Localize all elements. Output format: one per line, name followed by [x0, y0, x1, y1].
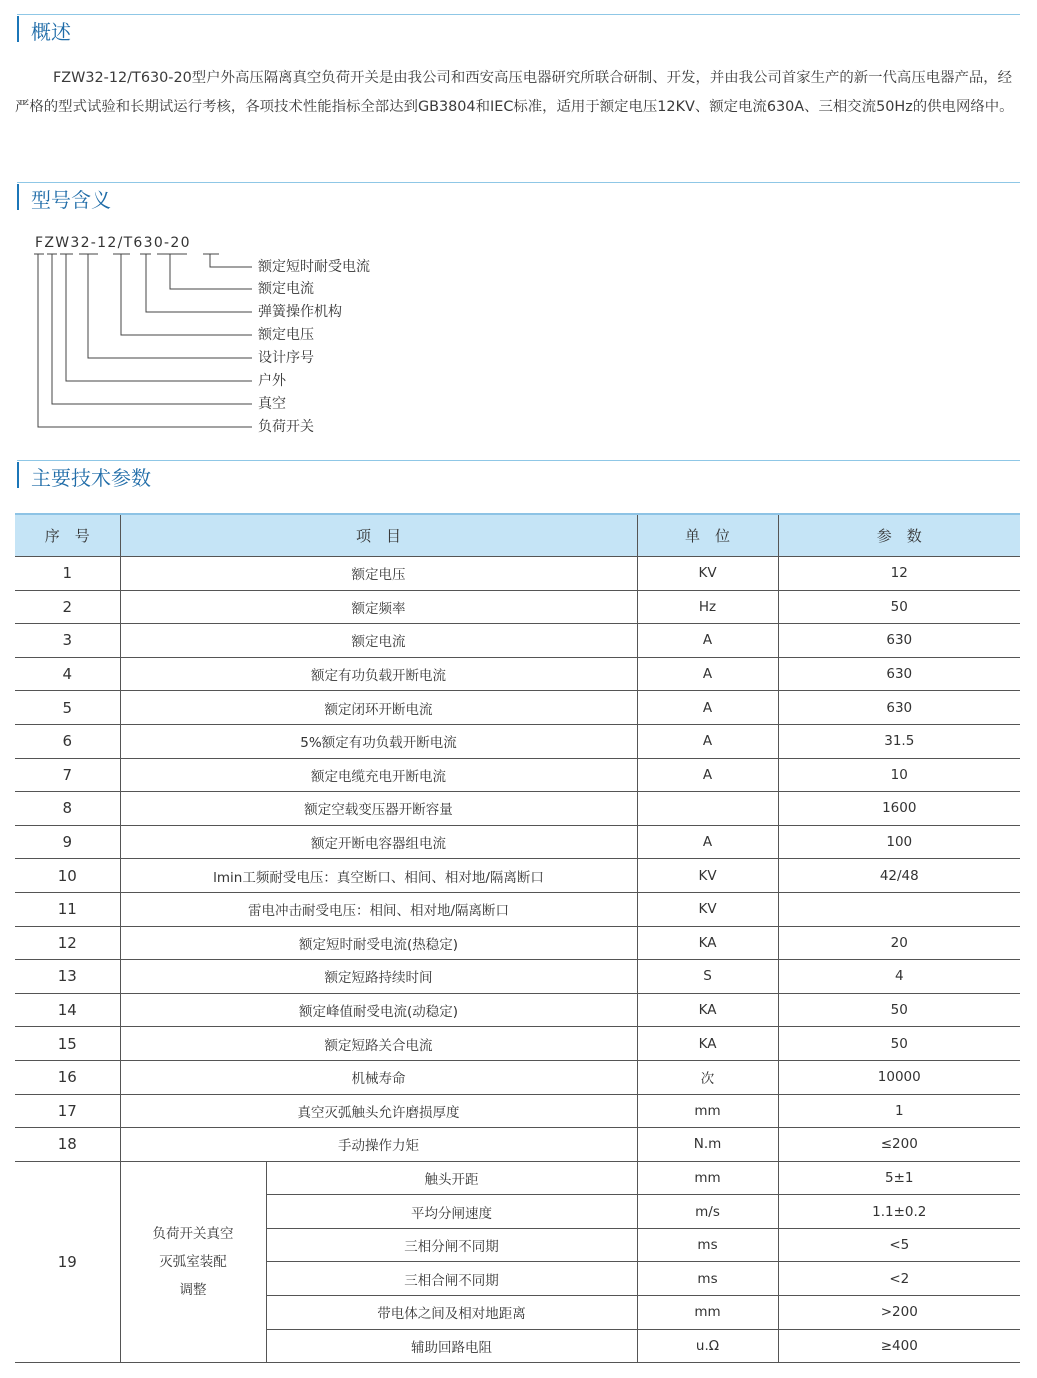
cell-value: 50 [778, 1027, 1020, 1061]
group-title-line: 灭弧室装配 [159, 1253, 227, 1270]
cell-item: 触头开距 [266, 1161, 637, 1195]
cell-item: 额定电压 [120, 557, 637, 591]
cell-item: 三相分闸不同期 [266, 1228, 637, 1262]
cell-item: lmin工频耐受电压：真空断口、相间、相对地/隔离断口 [120, 859, 637, 893]
cell-unit: KV [637, 557, 778, 591]
row-number: 14 [15, 993, 120, 1027]
table-row [15, 993, 1020, 1027]
table-row [15, 1128, 1020, 1162]
cell-item: 额定频率 [120, 590, 637, 624]
cell-value: 100 [778, 825, 1020, 859]
model-code: FZW32-12/T630-20 [35, 235, 191, 251]
leader-rated-voltage [121, 254, 252, 335]
model-label: 负荷开关 [258, 419, 314, 435]
cell-unit: KV [637, 892, 778, 926]
table-row [15, 859, 1020, 893]
cell-value: 1600 [778, 792, 1020, 826]
cell-value: 630 [778, 657, 1020, 691]
cell-value: ≥400 [778, 1329, 1020, 1363]
cell-item: 额定开断电容器组电流 [120, 825, 637, 859]
table-row [15, 892, 1020, 926]
cell-unit: u.Ω [637, 1329, 778, 1363]
row-number: 11 [15, 892, 120, 926]
table-row [15, 825, 1020, 859]
cell-unit: ms [637, 1228, 778, 1262]
group-title-line: 负荷开关真空 [152, 1225, 234, 1242]
table-row [15, 792, 1020, 826]
table-row [15, 557, 1020, 591]
row-number: 1 [15, 557, 120, 591]
cell-unit: KA [637, 926, 778, 960]
table-row [15, 724, 1020, 758]
cell-value: >200 [778, 1296, 1020, 1330]
section-params-header [17, 460, 1020, 490]
divider [17, 460, 1020, 461]
section-title: 概述 [31, 20, 71, 44]
model-label: 户外 [258, 373, 286, 389]
table-row [15, 1161, 1020, 1195]
table-row [15, 960, 1020, 994]
table-row [15, 1060, 1020, 1094]
cell-item: 三相合闸不同期 [266, 1262, 637, 1296]
leader-spring-mechanism [146, 254, 252, 312]
cell-unit: m/s [637, 1195, 778, 1229]
cell-item: 带电体之间及相对地距离 [266, 1296, 637, 1330]
cell-value: 4 [778, 960, 1020, 994]
section-title: 主要技术参数 [31, 466, 151, 490]
table-row [15, 1027, 1020, 1061]
header-item: 项 目 [120, 514, 637, 557]
row-number: 7 [15, 758, 120, 792]
cell-item: 5%额定有功负载开断电流 [120, 724, 637, 758]
cell-value: 12 [778, 557, 1020, 591]
table-row [15, 624, 1020, 658]
params-table [15, 513, 1020, 1363]
cell-unit: N.m [637, 1128, 778, 1162]
cell-value: 5±1 [778, 1161, 1020, 1195]
cell-item: 额定峰值耐受电流(动稳定) [120, 993, 637, 1027]
cell-unit: Hz [637, 590, 778, 624]
table-row [15, 926, 1020, 960]
cell-value: 50 [778, 590, 1020, 624]
cell-unit: mm [637, 1094, 778, 1128]
table-row [15, 691, 1020, 725]
row-number: 4 [15, 657, 120, 691]
row-number: 5 [15, 691, 120, 725]
row-number: 18 [15, 1128, 120, 1162]
cell-value: <5 [778, 1228, 1020, 1262]
cell-unit: A [637, 691, 778, 725]
cell-value: 20 [778, 926, 1020, 960]
cell-unit: A [637, 724, 778, 758]
cell-unit: KV [637, 859, 778, 893]
cell-unit: ms [637, 1262, 778, 1296]
cell-unit: mm [637, 1161, 778, 1195]
cell-value: 10000 [778, 1060, 1020, 1094]
cell-unit: A [637, 758, 778, 792]
leader-load-switch [38, 254, 252, 427]
cell-unit: mm [637, 1296, 778, 1330]
cell-value: 630 [778, 691, 1020, 725]
leader-rated-current [170, 254, 252, 289]
cell-unit: 次 [637, 1060, 778, 1094]
row-number: 13 [15, 960, 120, 994]
cell-item: 额定闭环开断电流 [120, 691, 637, 725]
cell-item: 真空灭弧触头允许磨损厚度 [120, 1094, 637, 1128]
cell-unit [637, 792, 778, 826]
model-label: 真空 [258, 396, 286, 412]
table-row [15, 1094, 1020, 1128]
cell-item: 额定短路持续时间 [120, 960, 637, 994]
cell-unit: KA [637, 1027, 778, 1061]
header-unit: 单 位 [637, 514, 778, 557]
row-number: 10 [15, 859, 120, 893]
cell-item: 辅助回路电阻 [266, 1329, 637, 1363]
cell-value: 1 [778, 1094, 1020, 1128]
cell-item: 额定有功负载开断电流 [120, 657, 637, 691]
cell-item: 额定短时耐受电流(热稳定) [120, 926, 637, 960]
cell-item: 平均分闸速度 [266, 1195, 637, 1229]
row-number: 3 [15, 624, 120, 658]
cell-item: 手动操作力矩 [120, 1128, 637, 1162]
table-body [15, 557, 1020, 1363]
cell-item: 额定空载变压器开断容量 [120, 792, 637, 826]
cell-value: 31.5 [778, 724, 1020, 758]
model-label: 设计序号 [258, 350, 314, 366]
section-title: 型号含义 [31, 188, 111, 212]
row-number: 15 [15, 1027, 120, 1061]
table-row [15, 657, 1020, 691]
cell-unit: A [637, 657, 778, 691]
table-row [15, 590, 1020, 624]
header-value: 参 数 [778, 514, 1020, 557]
intro-text: FZW32-12/T630-20型户外高压隔离真空负荷开关是由我公司和西安高压电器研究所联合研制、开发，并由我公司首家生产的新一代高压电器产品，经严格的型式试验和长期试运行考核，各项技术性能指标全部达到GB3804和IEC标准，适用于额定电压12KV、额定电流630A、三相交流50Hz的供电网络中。 [15, 70, 1014, 115]
cell-unit: KA [637, 993, 778, 1027]
section-marker [17, 462, 19, 488]
cell-item: 雷电冲击耐受电压：相间、相对地/隔离断口 [120, 892, 637, 926]
cell-unit: S [637, 960, 778, 994]
cell-item: 额定电流 [120, 624, 637, 658]
cell-item: 额定短路关合电流 [120, 1027, 637, 1061]
row-number: 6 [15, 724, 120, 758]
cell-value: 42/48 [778, 859, 1020, 893]
cell-unit: A [637, 624, 778, 658]
row-number: 16 [15, 1060, 120, 1094]
group-title-line: 调整 [179, 1281, 207, 1298]
cell-item: 额定电缆充电开断电流 [120, 758, 637, 792]
leader-outdoor [66, 254, 252, 381]
model-label: 弹簧操作机构 [258, 304, 342, 320]
row-number: 19 [15, 1161, 120, 1363]
cell-value [778, 892, 1020, 926]
cell-value: 50 [778, 993, 1020, 1027]
row-number: 8 [15, 792, 120, 826]
cell-value: <2 [778, 1262, 1020, 1296]
table-row [15, 758, 1020, 792]
row-number: 2 [15, 590, 120, 624]
cell-value: 10 [778, 758, 1020, 792]
row-number: 17 [15, 1094, 120, 1128]
model-label: 额定短时耐受电流 [258, 259, 370, 275]
cell-value: 1.1±0.2 [778, 1195, 1020, 1229]
cell-item: 机械寿命 [120, 1060, 637, 1094]
header-no: 序 号 [15, 514, 120, 557]
cell-unit: A [637, 825, 778, 859]
model-label: 额定电流 [258, 281, 314, 297]
row-number: 9 [15, 825, 120, 859]
row-number: 12 [15, 926, 120, 960]
table-header-row [15, 514, 1020, 557]
cell-value: 630 [778, 624, 1020, 658]
model-label: 额定电压 [258, 327, 314, 343]
leader-rated-short-time-current [210, 254, 252, 267]
cell-value: ≤200 [778, 1128, 1020, 1162]
group-title [120, 1161, 266, 1363]
